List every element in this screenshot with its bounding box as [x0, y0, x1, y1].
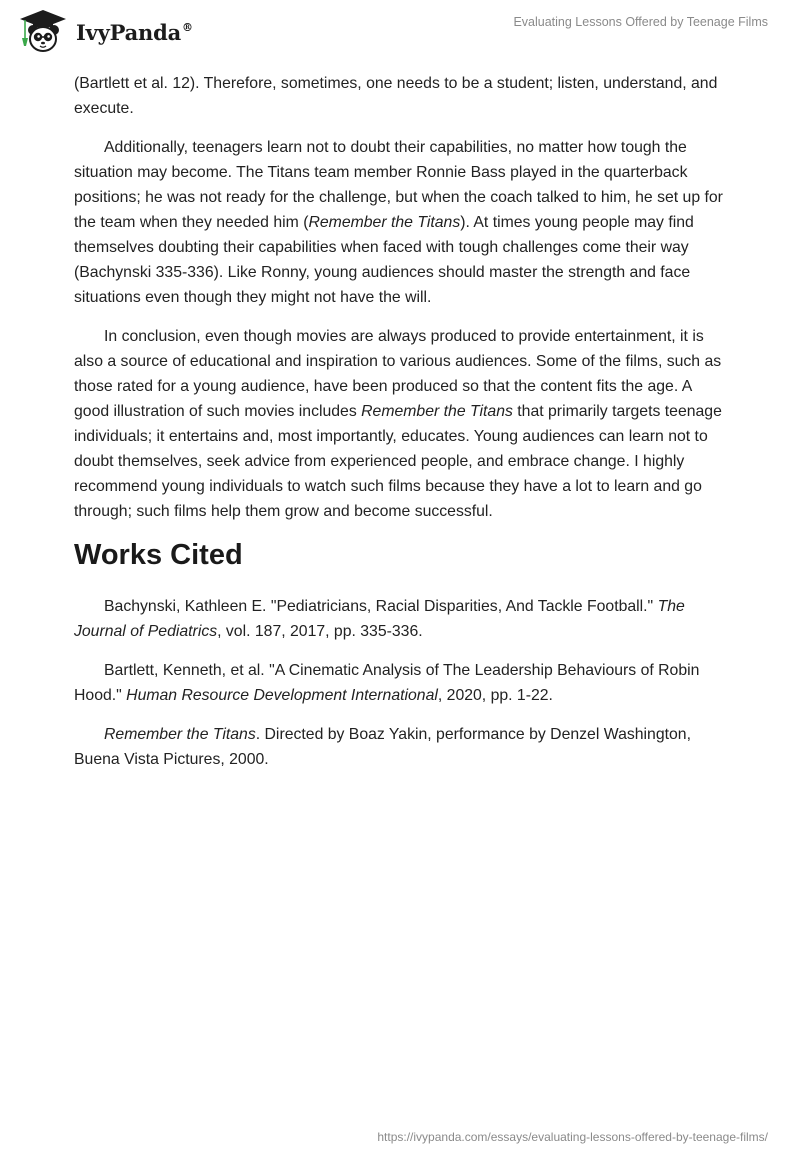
panda-graduate-icon: [14, 8, 72, 54]
citation-item: Remember the Titans. Directed by Boaz Yakin, performance by Denzel Washington, Buena Vista Pictures, 2000.: [74, 726, 691, 768]
paragraph-continuation: (Bartlett et al. 12). Therefore, sometimes, one needs to be a student; listen, understand, and execute.: [74, 75, 718, 117]
paragraph-conclusion: In conclusion, even though movies are always produced to provide entertainment, it is also a source of educational and inspiration to various audiences. Some of the films, such as those rated for a young audience, have been produced so that the content fits the age. A good illustration of such movies includes Remember the Titans that primarily targets teenage individuals; it entertains and, most importantly, educates. Young audiences can learn not to doubt themselves, seek advice from experienced people, and embrace change. I highly recommend young individuals to watch such films because they have a lot to learn and go through; such films help them grow and become successful.: [74, 328, 722, 520]
film-title: Remember the Titans: [308, 214, 461, 231]
citation-item: Bartlett, Kenneth, et al. "A Cinematic Analysis of The Leadership Behaviours of Robin Hood." Human Resource Development International, 2020, pp. 1-22.: [74, 662, 700, 704]
registered-mark: ®: [182, 20, 193, 34]
works-cited-heading: Works Cited: [74, 539, 243, 571]
page-header: [0, 0, 800, 60]
citation-item: Bachynski, Kathleen E. "Pediatricians, Racial Disparities, And Tackle Football." The Journal of Pediatrics, vol. 187, 2017, pp. 335-336.: [74, 598, 685, 640]
journal-title: Human Resource Development International: [126, 687, 438, 704]
paragraph-capabilities: Additionally, teenagers learn not to doubt their capabilities, no matter how tough the situation may become. The Titans team member Ronnie Bass played in the quarterback positions; he was not ready for the challenge, but when the coach talked to him, he set up for the team when they needed him (Remember the Titans). At times young people may find themselves doubting their capabilities when faced with tough challenges come their way (Bachynski 335-336). Like Ronny, young audiences should master the strength and face situations even though they might not have the will.: [74, 139, 723, 306]
brand-logo[interactable]: [14, 8, 193, 54]
film-title: Remember the Titans: [104, 726, 256, 743]
essay-content: [74, 71, 724, 786]
film-title: Remember the Titans: [361, 403, 513, 420]
source-url[interactable]: https://ivypanda.com/essays/evaluating-lessons-offered-by-teenage-films/: [377, 1130, 768, 1144]
document-title: Evaluating Lessons Offered by Teenage Films: [513, 15, 768, 29]
journal-title: The Journal of Pediatrics: [74, 598, 685, 640]
brand-name: IvyPanda®: [76, 19, 193, 45]
